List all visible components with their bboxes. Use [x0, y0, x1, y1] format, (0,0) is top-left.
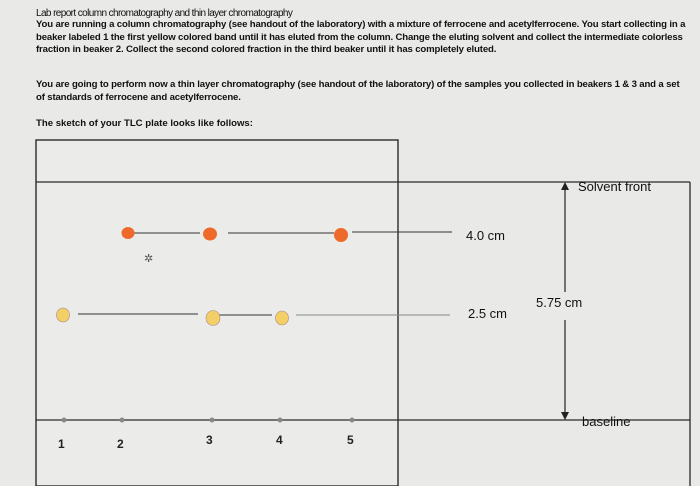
baseline-dot-3 — [210, 418, 215, 423]
distance-lower-label: 2.5 cm — [468, 306, 508, 321]
spot-orange-lane-2 — [122, 227, 135, 239]
arrow-head-down-icon — [561, 412, 569, 420]
lane-number-2: 2 — [117, 437, 124, 451]
spot-orange-lane-5 — [334, 228, 348, 242]
instructions-paragraph-1: You are running a column chromatography (see handout of the laboratory) with a mixture of ferrocene and acetylferrocene. You start collecting in a beaker labeled 1 the first yellow colored band until it has eluted from the column. Change the eluting solvent and collect the intermediate colorless fraction in beaker 2. Collect the second colored fraction in the third beaker until it has completely eluted. — [36, 19, 686, 55]
solvent-front-label: Solvent front — [578, 179, 651, 194]
instructions-paragraph-3: The sketch of your TLC plate looks like follows: — [36, 118, 253, 129]
lane-number-1: 1 — [58, 437, 65, 451]
spot-orange-lane-3 — [203, 228, 217, 241]
spot-yellow-lane-1 — [57, 308, 70, 322]
document-heading: Lab report column chromatography and thin layer chromatography — [36, 8, 293, 19]
baseline-dot-2 — [120, 418, 125, 423]
baseline-dot-4 — [278, 418, 283, 423]
distance-total-label: 5.75 cm — [536, 295, 583, 310]
distance-upper-label: 4.0 cm — [466, 228, 506, 243]
baseline-dot-5 — [350, 418, 355, 423]
baseline-label: baseline — [582, 414, 631, 429]
lane-number-4: 4 — [276, 433, 283, 447]
spot-yellow-lane-4 — [276, 311, 289, 325]
lane-number-3: 3 — [206, 433, 213, 447]
instructions-paragraph-2: You are going to perform now a thin layer chromatography (see handout of the laboratory) of the samples you collected in beakers 1 & 3 and a set of standards of ferrocene and acetylferrocene. — [36, 79, 680, 103]
lane-number-5: 5 — [347, 433, 354, 447]
baseline-dot-1 — [62, 418, 67, 423]
arrow-head-up-icon — [561, 182, 569, 190]
stray-mark: ✲ — [144, 252, 154, 265]
spot-yellow-lane-3 — [206, 311, 220, 326]
